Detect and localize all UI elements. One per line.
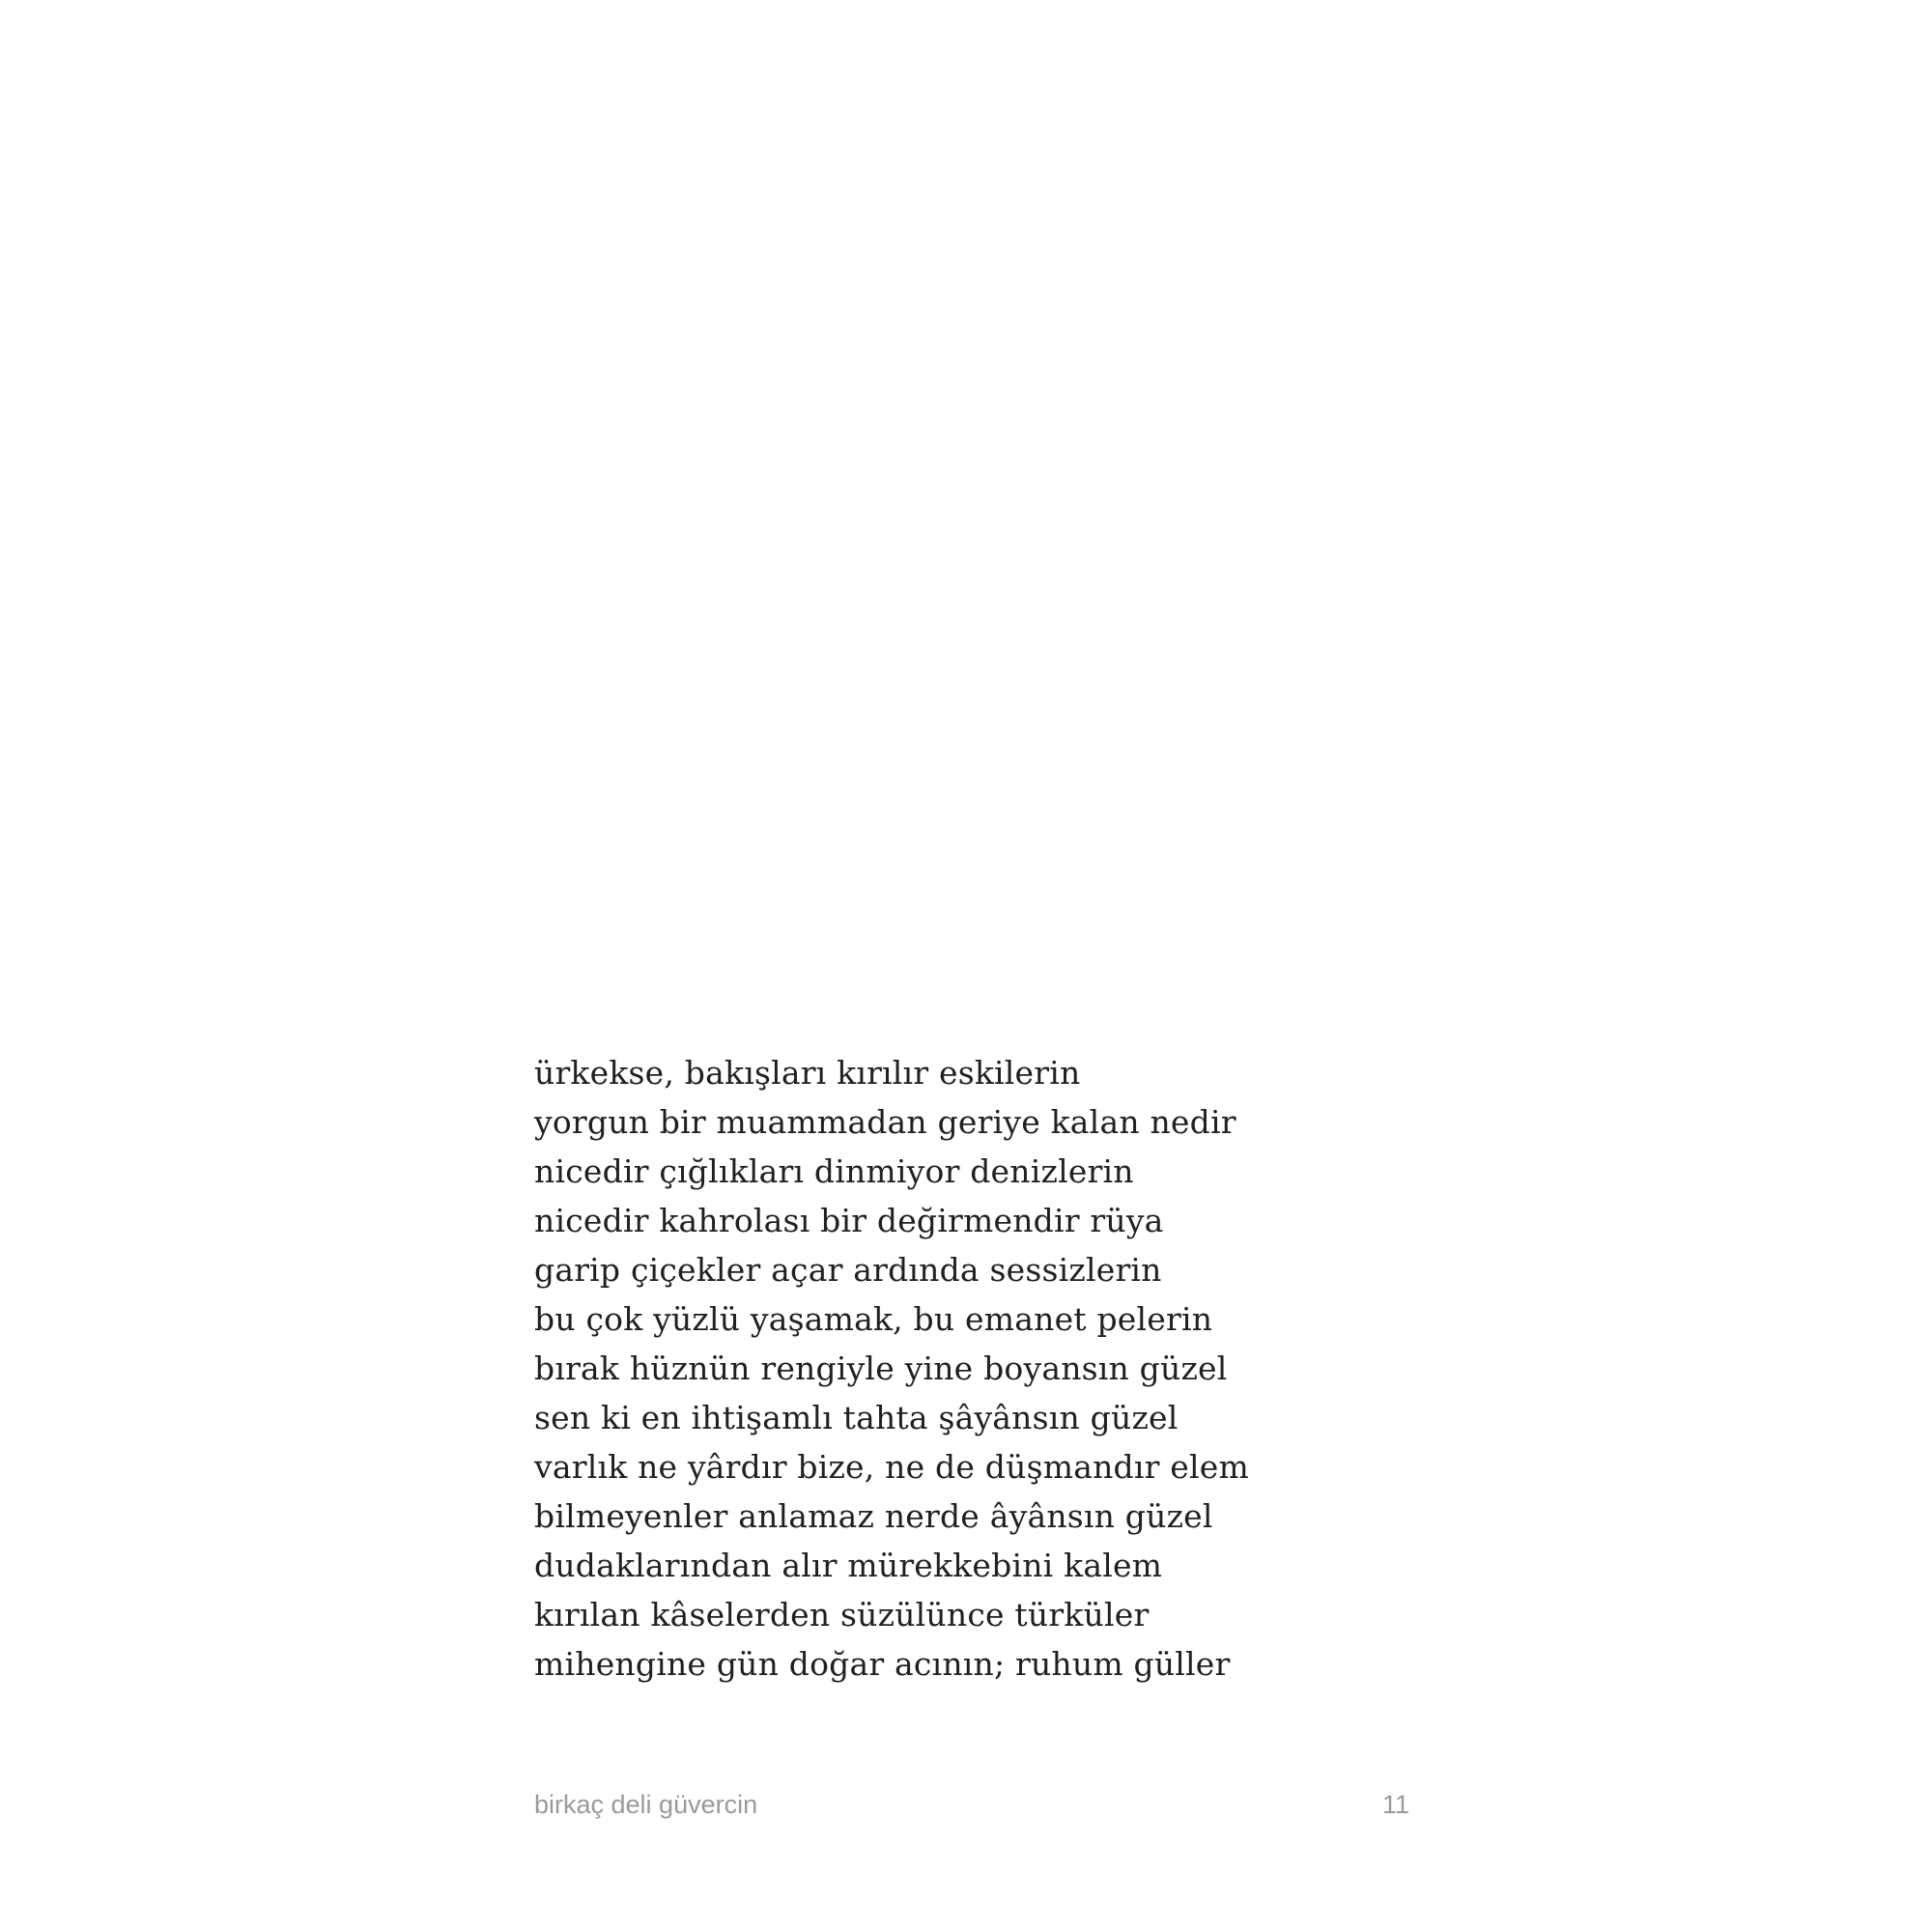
poem-line: yorgun bir muammadan geriye kalan nedir	[534, 1103, 1236, 1141]
poem-line: nicedir kahrolası bir değirmendir rüya	[534, 1202, 1164, 1239]
poem-line: bilmeyenler anlamaz nerde âyânsın güzel	[534, 1497, 1213, 1535]
poem-line: varlık ne yârdır bize, ne de düşmandır elem	[534, 1448, 1249, 1486]
poem-line: dudaklarından alır mürekkebini kalem	[534, 1547, 1163, 1584]
poem-line: nicedir çığlıkları dinmiyor denizlerin	[534, 1152, 1134, 1190]
poem-line: mihengine gün doğar acının; ruhum güller	[534, 1645, 1231, 1683]
poem-line: sen ki en ihtişamlı tahta şâyânsın güzel	[534, 1399, 1179, 1436]
poem-stanza	[534, 1048, 1249, 1689]
running-footer-title: birkaç deli güvercin	[534, 1790, 758, 1819]
poem-line: kırılan kâselerden süzülünce türküler	[534, 1596, 1150, 1634]
page-number: 11	[1382, 1790, 1410, 1819]
poem-line: bırak hüznün rengiyle yine boyansın güzel	[534, 1350, 1228, 1387]
poem-line: garip çiçekler açar ardında sessizlerin	[534, 1251, 1162, 1289]
poem-line: bu çok yüzlü yaşamak, bu emanet pelerin	[534, 1300, 1213, 1338]
poem-line: ürkekse, bakışları kırılır eskilerin	[534, 1054, 1081, 1092]
